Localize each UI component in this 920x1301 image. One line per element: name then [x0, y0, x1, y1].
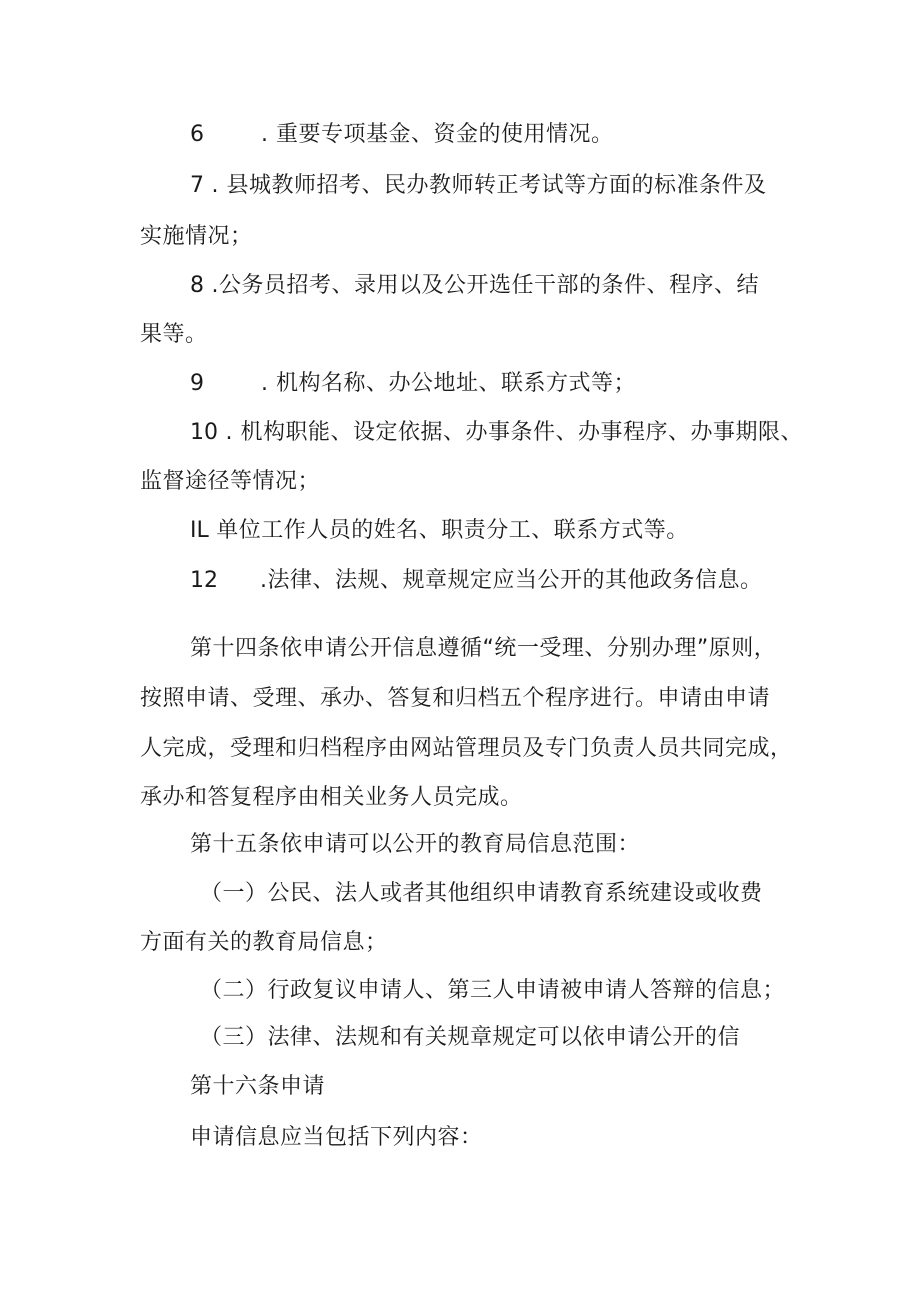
article-15-item-3: （三）法律、法规和有关规章规定可以依申请公开的信: [200, 1025, 741, 1050]
article-15-item-2: （二）行政复议申请人、第三人申请被申请人答辩的信息；: [200, 978, 786, 1003]
item-text: . 机构名称、办公地址、联系方式等；: [261, 371, 636, 396]
item-8: [190, 271, 759, 301]
item-text: .公务员招考、录用以及公开选任干部的条件、程序、结: [211, 273, 759, 298]
item-number: 7: [190, 173, 204, 198]
item-12: [190, 566, 763, 596]
item-number: 6: [190, 122, 204, 147]
article-14-line-3: 人完成，受理和归档程序由网站管理员及专门负责人员共同完成，: [140, 736, 793, 761]
item-7: [190, 171, 767, 201]
item-6: [190, 120, 614, 150]
item-10: [190, 418, 803, 448]
item-9: [190, 369, 636, 399]
item-number: 8: [190, 273, 204, 298]
article-15-item-1: （一）公民、法人或者其他组织申请教育系统建设或收费: [200, 881, 763, 906]
article-16-title: 第十六条申请: [190, 1074, 326, 1099]
article-16-subtitle: 申请信息应当包括下列内容：: [190, 1125, 483, 1150]
item-text: . 县城教师招考、民办教师转正考试等方面的标准条件及: [211, 173, 767, 198]
item-number: 10: [190, 420, 218, 445]
item-text: .法律、法规、规章规定应当公开的其他政务信息。: [260, 568, 763, 593]
item-8-continuation: 果等。: [140, 322, 208, 347]
article-15-title: 第十五条依申请可以公开的教育局信息范围：: [190, 832, 641, 857]
article-14-line-2: 按照申请、受理、承办、答复和归档五个程序进行。申请由申请: [140, 686, 771, 711]
item-text: 单位工作人员的姓名、职责分工、联系方式等。: [216, 518, 689, 543]
article-15-item-1-continuation: 方面有关的教育局信息；: [140, 930, 388, 955]
item-number: 9: [190, 371, 204, 396]
item-7-continuation: 实施情况；: [140, 224, 253, 249]
item-number: IL: [190, 518, 209, 543]
article-14-line-1: 第十四条依申请公开信息遵循“统一受理、分别办理”原则，: [190, 636, 777, 661]
item-text: . 重要专项基金、资金的使用情况。: [261, 122, 614, 147]
item-11: [190, 516, 689, 546]
item-text: . 机构职能、设定依据、办事条件、办事程序、办事期限、: [225, 420, 803, 445]
article-14-line-4: 承办和答复程序由相关业务人员完成。: [140, 785, 523, 810]
item-10-continuation: 监督途径等情况；: [140, 469, 321, 494]
item-number: 12: [190, 568, 218, 593]
